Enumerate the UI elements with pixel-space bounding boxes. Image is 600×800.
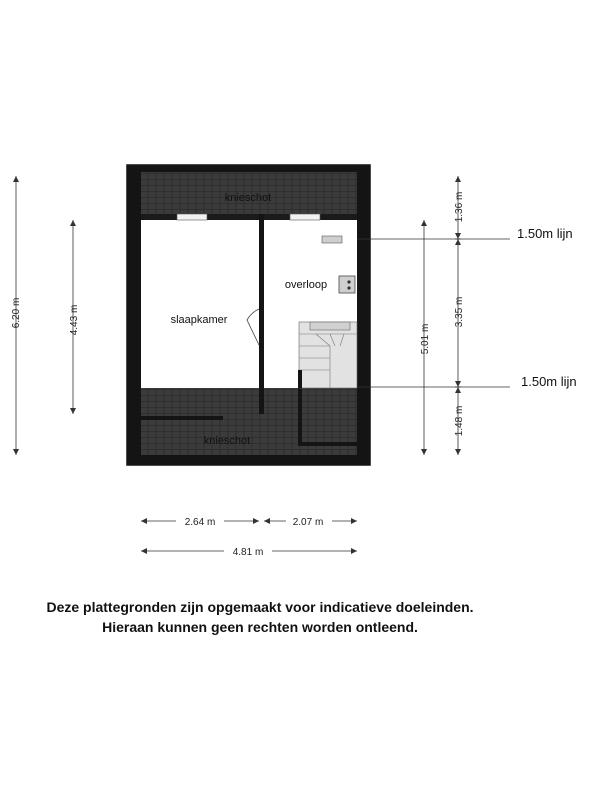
kneewall-bottom-line xyxy=(141,416,223,420)
line-lower-label: 1.50m lijn xyxy=(521,374,577,389)
dim-right-top-label: 1.36 m xyxy=(454,191,465,223)
dim-inner-height-label: 4.43 m xyxy=(69,304,80,336)
heater-unit xyxy=(322,236,342,243)
center-partition xyxy=(259,214,264,414)
staircase xyxy=(298,322,357,388)
left-wall xyxy=(127,165,141,465)
dim-width-total xyxy=(141,547,357,558)
dim-width-right-label: 2.07 m xyxy=(292,517,324,528)
dim-width-right xyxy=(264,517,357,528)
bottom-wall xyxy=(127,455,370,465)
dim-width-total-label: 4.81 m xyxy=(232,547,264,558)
kneewall-top-partition xyxy=(141,214,357,220)
kneewall-bottom-line-base xyxy=(298,442,357,446)
kneewall-bottom-label: knieschot xyxy=(203,435,251,447)
kneewall-top-label: knieschot xyxy=(224,192,272,204)
disclaimer xyxy=(0,597,520,637)
right-wall xyxy=(357,165,370,465)
dim-right-bottom-label: 1.48 m xyxy=(454,405,465,437)
dim-right-middle-label: 3.35 m xyxy=(454,296,465,328)
dim-inner-height xyxy=(69,220,80,414)
bedroom-floor xyxy=(141,220,259,388)
top-wall xyxy=(127,165,370,172)
dim-right-height-label: 5.01 m xyxy=(420,323,431,355)
line-upper-label: 1.50m lijn xyxy=(517,226,573,241)
dim-width-left xyxy=(141,517,259,528)
landing-label: overloop xyxy=(284,279,328,291)
meter-box xyxy=(339,276,355,293)
disclaimer-line-1: Deze plattegronden zijn opgemaakt voor indicatieve doeleinden. xyxy=(46,599,474,615)
dim-right-segments xyxy=(454,176,465,455)
bedroom-label: slaapkamer xyxy=(170,314,228,326)
dim-right-height xyxy=(420,220,431,455)
kneewall-bottom-line-right xyxy=(298,388,302,444)
dim-width-left-label: 2.64 m xyxy=(184,517,216,528)
dim-total-height-label: 6.20 m xyxy=(11,297,22,329)
dim-total-height xyxy=(11,176,22,455)
window-left xyxy=(177,214,207,220)
disclaimer-line-2: Hieraan kunnen geen rechten worden ontleend. xyxy=(102,619,418,635)
window-right xyxy=(290,214,320,220)
